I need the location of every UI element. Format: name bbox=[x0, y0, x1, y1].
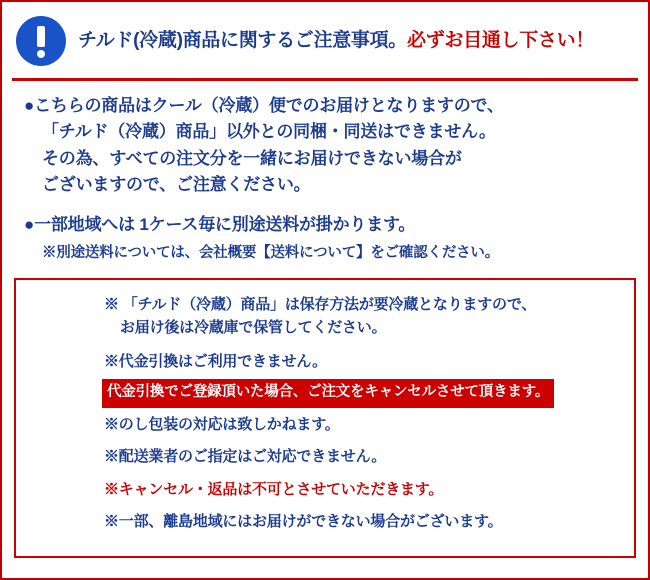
notice-header bbox=[2, 2, 648, 76]
list-item-line-1: ※一部、離島地域にはお届けができない場合がございます。 bbox=[104, 513, 503, 531]
exclamation-icon bbox=[16, 16, 66, 66]
paragraph-shipping-line-4: ございますので、ご注意ください。 bbox=[42, 175, 311, 195]
paragraph-fee-line-1: ●一部地域へは 1ケース毎に別途送料が掛かります。 bbox=[24, 215, 416, 235]
paragraph-fee-note: ※別途送料については、会社概要【送料について】をご確認ください。 bbox=[42, 244, 500, 261]
notice-list-box bbox=[14, 278, 636, 557]
list-item bbox=[26, 511, 624, 534]
paragraph-shipping-line-1: ●こちらの商品はクール（冷蔵）便でのお届けとなりますので、 bbox=[24, 96, 504, 115]
list-item bbox=[26, 351, 624, 407]
list-item-line-1: ※ 「チルド（冷蔵）商品」は保存方法が要冷蔵となりますので、 bbox=[104, 296, 537, 314]
list-item-line-1: ※のし包装の対応は致しかねます。 bbox=[104, 415, 340, 433]
list-item bbox=[26, 479, 624, 502]
list-item bbox=[26, 446, 624, 469]
list-item-highlight: 代金引換でご登録頂いた場合、ご注文をキャンセルさせて頂きます。 bbox=[102, 379, 554, 408]
list-item bbox=[26, 294, 624, 339]
list-item-line-1: ※キャンセル・返品は不可とさせていただきます。 bbox=[104, 480, 444, 498]
list-item-line-2: お届け後は冷蔵庫で保管してください。 bbox=[120, 318, 387, 336]
notice-body bbox=[2, 81, 648, 264]
paragraph-shipping bbox=[24, 93, 630, 198]
notice-title bbox=[78, 30, 594, 53]
notice-title-emphasis: 必ずお目通し下さい！ bbox=[407, 29, 595, 51]
list-item-line-1: ※配送業者のご指定はご対応できません。 bbox=[104, 448, 387, 466]
list-item-line-1: ※代金引換はご利用できません。 bbox=[104, 353, 327, 371]
paragraph-fee bbox=[24, 212, 630, 238]
list-item bbox=[26, 414, 624, 437]
paragraph-shipping-line-2: 「チルド（冷蔵）商品」以外との同梱・同送はできません。 bbox=[42, 122, 496, 142]
exclamation-dot bbox=[37, 50, 45, 58]
notice-title-main: チルド(冷蔵)商品に関するご注意事項。 bbox=[78, 29, 408, 51]
paragraph-shipping-line-3: その為、すべての注文分を一緒にお届けできない場合が bbox=[42, 148, 462, 168]
exclamation-bar bbox=[37, 26, 45, 47]
